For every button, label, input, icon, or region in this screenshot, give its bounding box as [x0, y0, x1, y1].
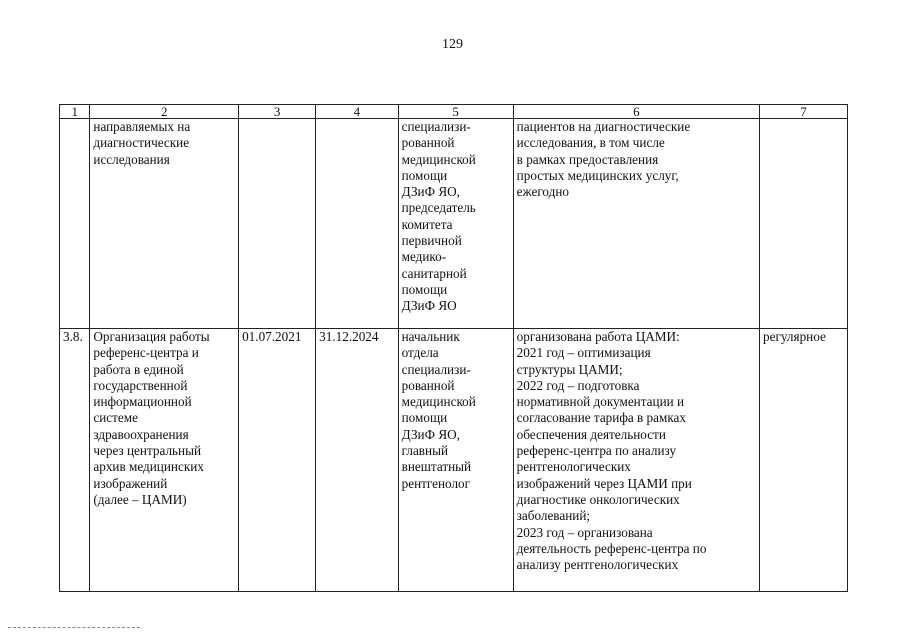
cell-name: направляемых на диагностические исследования	[90, 119, 239, 329]
cell-start: 01.07.2021	[239, 329, 316, 592]
cell-num	[60, 119, 90, 329]
header-col-7: 7	[760, 105, 848, 119]
cell-start	[239, 119, 316, 329]
table-row	[60, 329, 848, 592]
cell-name: Организация работы референс-центра и работа в единой государственной информационной системе здравоохранения через центральный архив медицинских изображений (далее – ЦАМИ)	[90, 329, 239, 592]
cell-responsible: начальник отдела специализи- рованной медицинской помощи ДЗиФ ЯО, главный внештатный рентгенолог	[398, 329, 513, 592]
header-col-5: 5	[398, 105, 513, 119]
header-col-6: 6	[513, 105, 759, 119]
header-col-3: 3	[239, 105, 316, 119]
measures-table	[59, 104, 848, 592]
cell-end: 31.12.2024	[316, 329, 398, 592]
cell-num: 3.8.	[60, 329, 90, 592]
header-col-1: 1	[60, 105, 90, 119]
header-col-4: 4	[316, 105, 398, 119]
cell-type	[760, 119, 848, 329]
header-col-2: 2	[90, 105, 239, 119]
cell-result: пациентов на диагностические исследования, в том числе в рамках предоставления простых медицинских услуг, ежегодно	[513, 119, 759, 329]
cell-responsible: специализи- рованной медицинской помощи ДЗиФ ЯО, председатель комитета первичной медико- санитарной помощи ДЗиФ ЯО	[398, 119, 513, 329]
cell-type: регулярное	[760, 329, 848, 592]
table-header-row	[60, 105, 848, 119]
page-number: 129	[442, 37, 463, 52]
table-row	[60, 119, 848, 329]
cell-result: организована работа ЦАМИ: 2021 год – оптимизация структуры ЦАМИ; 2022 год – подготовка нормативной документации и согласование тарифа в рамках обеспечения деятельности референс-центра по анализу рентгенологических изображений через ЦАМИ при диагностике онкологических заболеваний; 2023 год – организована деятельность референс-центра по анализу рентгенологических	[513, 329, 759, 592]
cell-end	[316, 119, 398, 329]
footer-divider	[8, 627, 140, 628]
